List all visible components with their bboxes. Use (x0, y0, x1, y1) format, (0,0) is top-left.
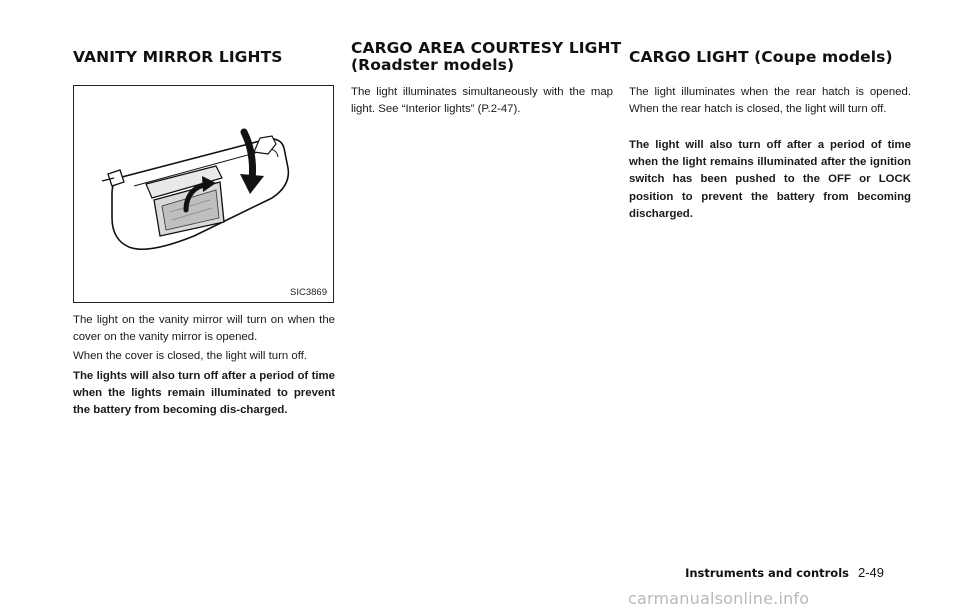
heading-vanity-mirror-lights: VANITY MIRROR LIGHTS (73, 48, 283, 66)
paragraph-cargo-light-1: The light illuminates when the rear hatch is opened. When the rear hatch is closed, the light will turn off. (629, 86, 911, 116)
heading-cargo-light: CARGO LIGHT (Coupe models) (629, 48, 893, 66)
watermark: carmanualsonline.info (628, 589, 810, 608)
heading-line-1: CARGO AREA COURTESY LIGHT (351, 39, 622, 57)
sun-visor-drawing (74, 86, 335, 304)
heading-line-2: (Roadster models) (351, 56, 515, 74)
paragraph-vanity-1: The light on the vanity mirror will turn on when the cover on the vanity mirror is opened. (73, 314, 335, 344)
footer-section-title: Instruments and controls (685, 566, 849, 580)
heading-cargo-area-courtesy-light (351, 40, 621, 74)
paragraph-vanity-2: When the cover is closed, the light will turn off. (73, 350, 308, 362)
sun-visor-illustration (73, 85, 334, 303)
warning-vanity: The lights will also turn off after a period of time when the lights remain illuminated to prevent the battery from becoming dis-charged. (73, 370, 335, 417)
page-number: 2-49 (858, 565, 885, 580)
figure-code: SIC3869 (290, 287, 327, 298)
warning-cargo-light: The light will also turn off after a period of time when the light remains illuminated after the ignition switch has been pushed to the OFF or LOCK position to prevent the battery from becoming discharged. (629, 139, 911, 220)
paragraph-cargo-area: The light illuminates simultaneously with the map light. See “Interior lights” (P.2-47). (351, 86, 613, 116)
